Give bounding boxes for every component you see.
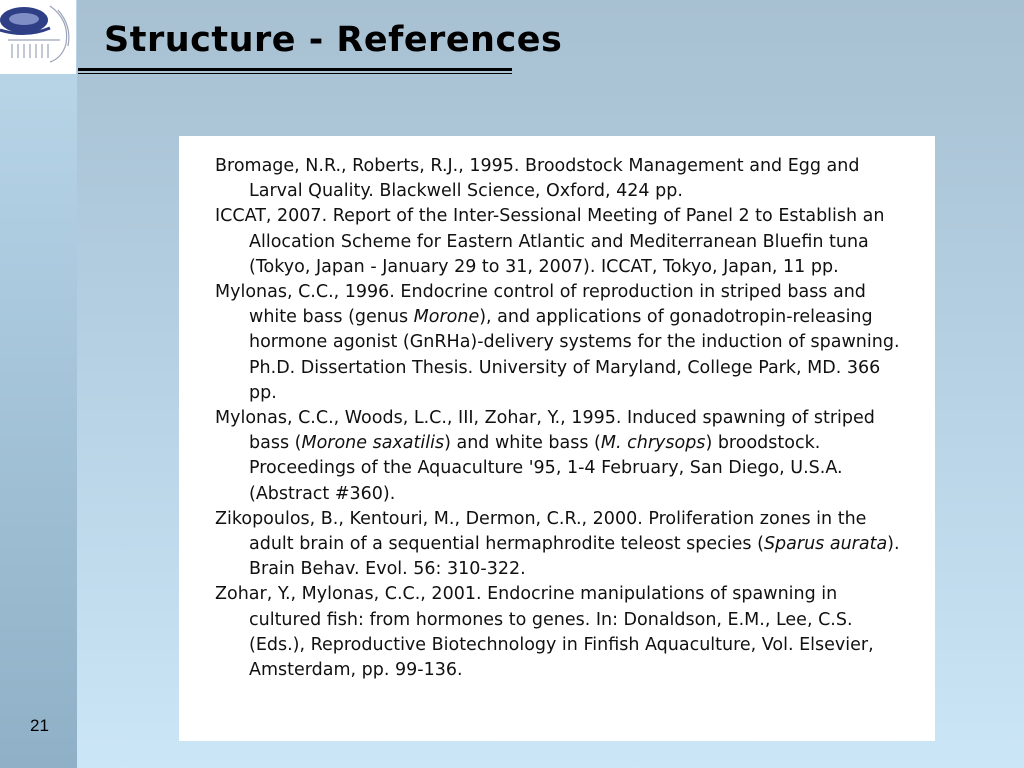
title-underline-thin [78,73,512,74]
reference-text: ). Brain Behav. Evol. 56: 310-322. [249,534,900,580]
reference-text: Mylonas, C.C., 1996. Endocrine control of reproduction in striped bass and white bass (genus [215,282,866,328]
reference-item [215,406,905,507]
reference-text: ICCAT, 2007. Report of the Inter-Sessional Meeting of Panel 2 to Establish an Allocation Scheme for Eastern Atlantic and Mediterranean Bluefin tuna (Tokyo, Japan - January 29 to 31, 2007). ICCAT, Tokyo, Japan, 11 pp. [215,206,885,277]
reference-text: Mylonas, C.C., Woods, L.C., III, Zohar, Y., 1995. Induced spawning of striped bass ( [215,408,875,454]
references-panel [179,136,935,741]
reference-text: Zohar, Y., Mylonas, C.C., 2001. Endocrine manipulations of spawning in cultured fish: from hormones to genes. In: Donaldson, E.M., Lee, C.S. (Eds.), Reproductive Biotechnology in Finfish Aquaculture, Vol. Elsevier, Amsterdam, pp. 99-136. [215,584,874,681]
reference-item [215,204,905,280]
reference-italic-text: Morone [413,307,480,328]
reference-text: Bromage, N.R., Roberts, R.J., 1995. Broodstock Management and Egg and Larval Quality. Blackwell Science, Oxford, 424 pp. [215,156,860,202]
reference-item [215,154,905,204]
reference-item [215,582,905,683]
reference-italic-text: Morone saxatilis [301,433,445,454]
left-sidebar-band [0,0,77,768]
reference-italic-text: M. chrysops [600,433,706,454]
reference-text: ) and white bass ( [444,433,601,454]
reference-text: Zikopoulos, B., Kentouri, M., Dermon, C.R., 2000. Proliferation zones in the adult brain of a sequential hermaphrodite teleost species ( [215,508,867,555]
title-underline [78,68,512,71]
slide-title: Structure - References [104,20,563,60]
reference-text: ), and applications of gonadotropin-releasing hormone agonist (GnRHa)-delivery systems for the induction of spawning. Ph.D. Dissertation Thesis. University of Maryland, College Park, MD. 366 pp. [249,307,900,403]
ship-logo-icon [0,0,76,74]
reference-italic-text: Sparus aurata [763,534,888,555]
reference-item [215,507,905,583]
reference-list [215,154,905,683]
page-number: 21 [30,716,49,735]
reference-item [215,280,905,406]
reference-text: ) broodstock. Proceedings of the Aquaculture '95, 1-4 February, San Diego, U.S.A. (Abstract #360). [249,433,843,504]
